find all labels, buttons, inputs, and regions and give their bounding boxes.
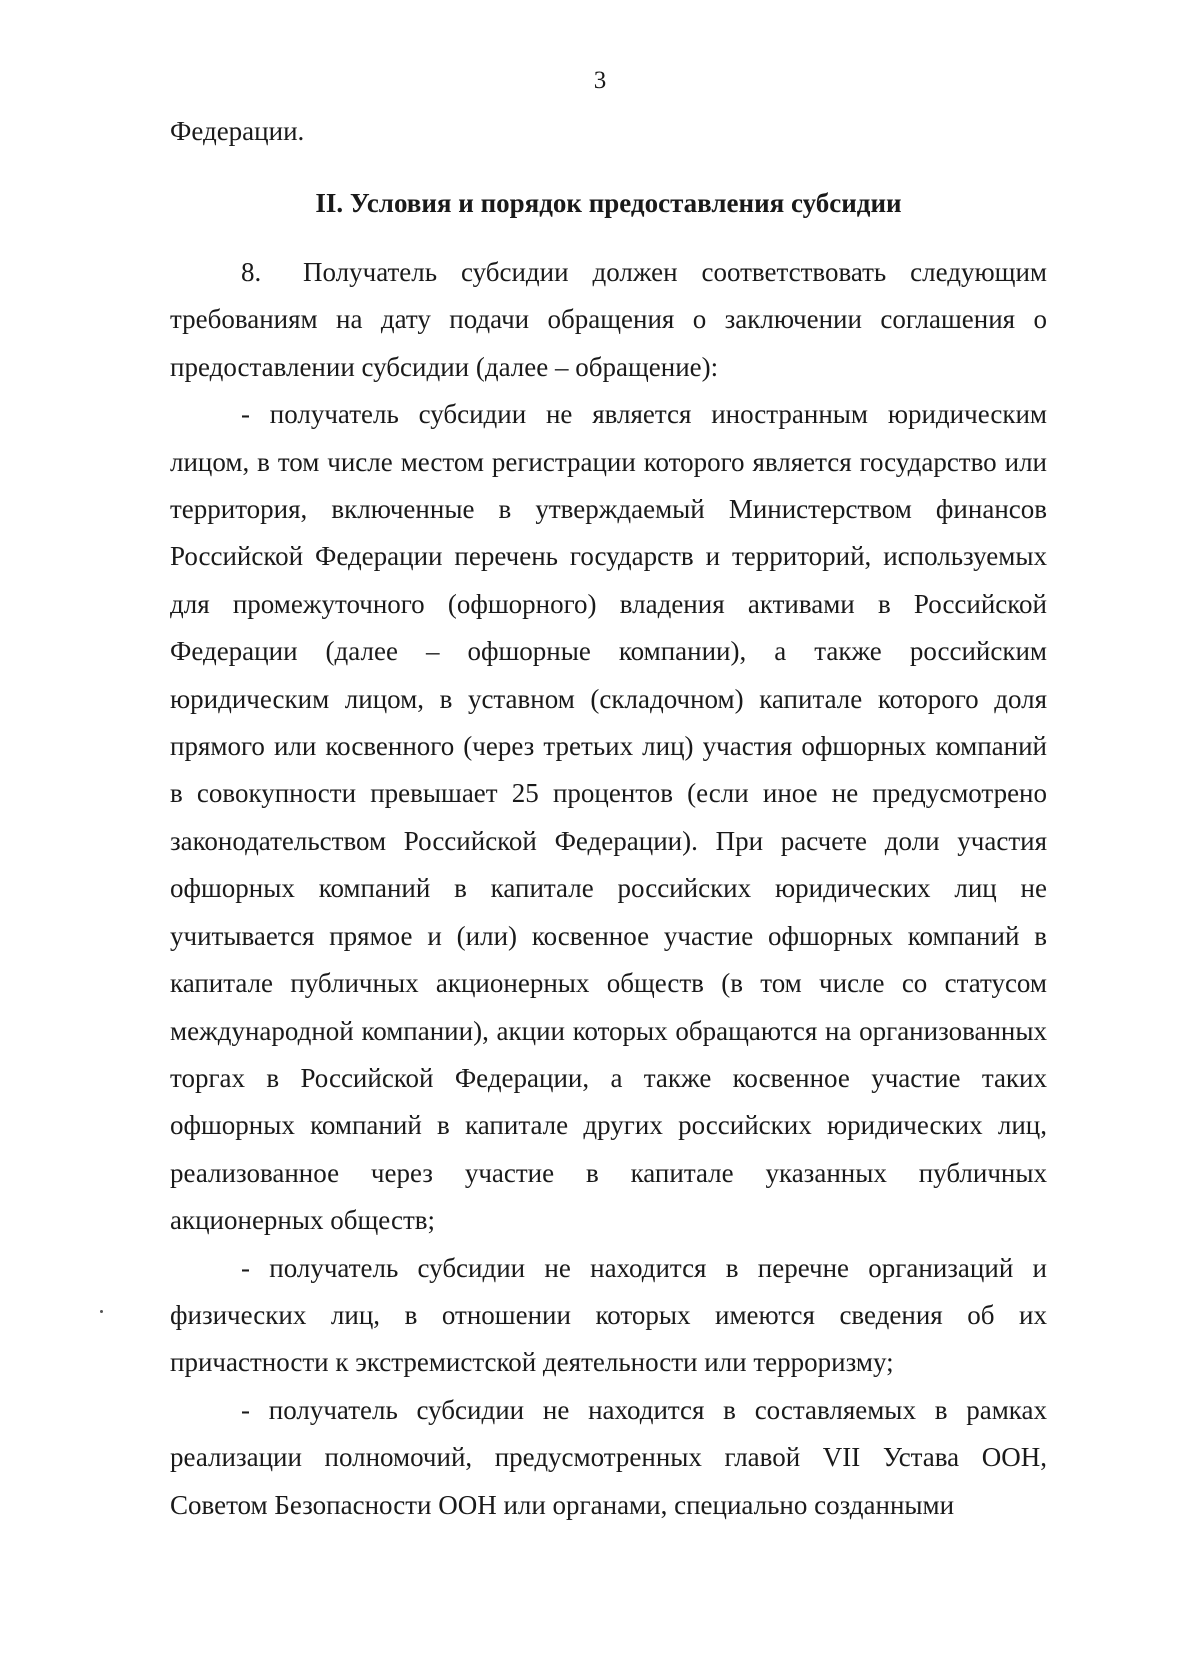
paragraph-number: 8. [241,257,262,287]
requirement-un-sanctions: - получатель субсидии не находится в составляемых в рамках реализации полномочий, предусмотренных главой VII Устава ООН, Советом Безопасности ООН или органами, специально созданными [170,1394,1047,1520]
page-number: 3 [593,67,607,94]
document-body [170,249,1047,1529]
paragraph-text: Получатель субсидии должен соответствовать следующим требованиям на дату подачи обращения о заключении соглашения о предоставлении субсидии (далее – обращение): [170,257,1047,382]
requirement-extremism: - получатель субсидии не находится в перечне организаций и физических лиц, в отношении которых имеются сведения об их причастности к экстремистской деятельности или терроризму; [170,1252,1047,1378]
continuation-text: Федерации. [170,116,305,146]
paragraph-8 [170,249,1047,391]
requirement-offshore: - получатель субсидии не является иностранным юридическим лицом, в том числе местом регистрации которого является государство или территория, включенные в утверждаемый Министерством финансов Российской Федерации перечень государств и территорий, используемых для промежуточного (офшорного) владения активами в Российской Федерации (далее – офшорные компании), а также российским юридическим лицом, в уставном (складочном) капитале которого доля прямого или косвенного (через третьих лиц) участия офшорных компаний в совокупности превышает 25 процентов (если иное не предусмотрено законодательством Российской Федерации). При расчете доли участия офшорных компаний в капитале российских юридических лиц не учитывается прямое и (или) косвенное участие офшорных компаний в капитале публичных акционерных обществ (в том числе со статусом международной компании), акции которых обращаются на организованных торгах в Российской Федерации, а также косвенное участие таких офшорных компаний в капитале других российских юридических лиц, реализованное через участие в капитале указанных публичных акционерных обществ; [170,399,1047,1236]
scan-artifact-dot [100,1310,103,1313]
section-heading: II. Условия и порядок предоставления субсидии [315,188,902,218]
